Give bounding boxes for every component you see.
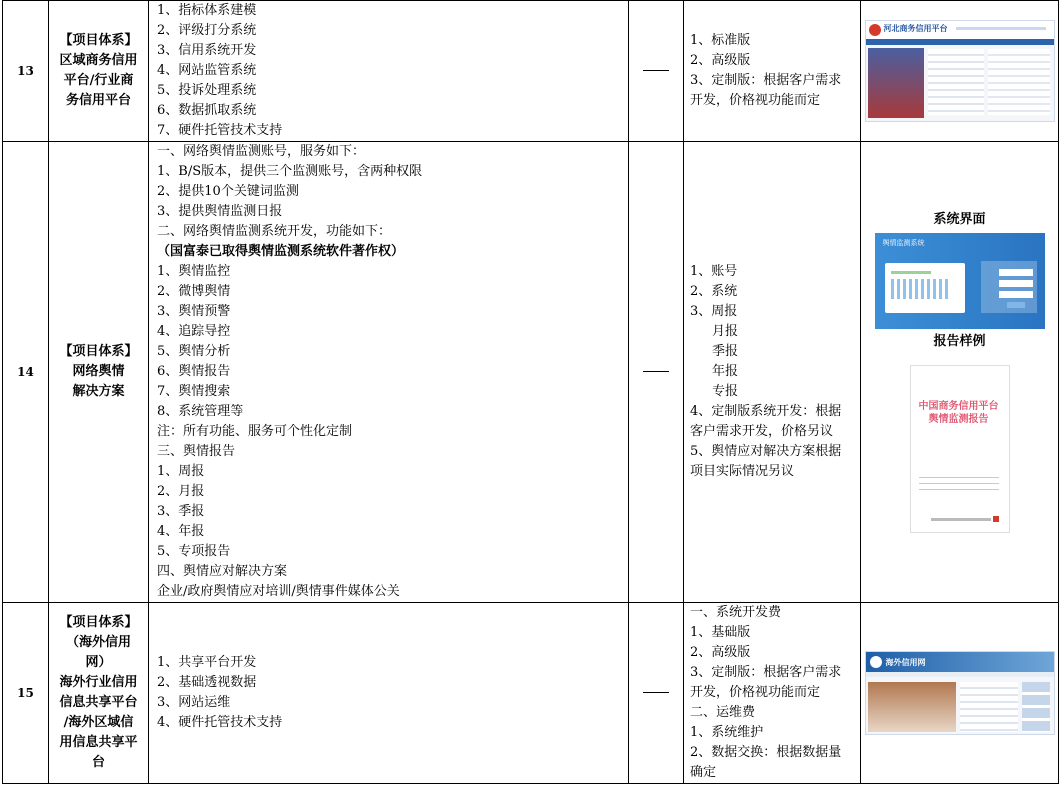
feature-line: 二、网络舆情监测系统开发，功能如下：: [157, 224, 392, 239]
screenshot-cell: [861, 142, 1059, 603]
report-title-line: 中国商务信用平台: [918, 401, 999, 412]
feature-line: 四、舆情应对解决方案: [157, 564, 288, 579]
captcha-field: [999, 291, 1033, 298]
report-title: [911, 400, 1007, 426]
pricing-line: 月报: [712, 324, 739, 339]
feature-line: 一、网络舆情监测账号，服务如下：: [157, 144, 366, 159]
feature-line: 1、共享平台开发: [157, 655, 257, 670]
notice-list: [988, 49, 1050, 115]
report-stamp: [993, 516, 999, 522]
dash-cell: [629, 603, 684, 784]
dashboard-preview: [885, 263, 965, 313]
system-name-line: /海外区域信: [63, 715, 134, 730]
side-thumbs: [1022, 682, 1050, 732]
system-name-line: 【项目体系】: [59, 344, 138, 359]
feature-line: 4、网站监管系统: [157, 63, 257, 78]
pricing-cell: [684, 1, 861, 142]
website-screenshot: [865, 20, 1055, 122]
pricing-line: 二、运维费: [690, 705, 756, 720]
username-field: [999, 269, 1033, 276]
pricing-line: 开发，价格视功能而定: [690, 93, 821, 108]
system-name-cell: [49, 142, 149, 603]
pricing-line: 3、定制版：根据客户需求: [690, 73, 842, 88]
feature-line: 2、提供10个关键词监测: [157, 184, 299, 199]
pricing-line: 4、定制版系统开发：根据: [690, 404, 842, 419]
pricing-line: 2、高级版: [690, 53, 751, 68]
site-header: [866, 21, 1054, 39]
dash-mark: [643, 70, 669, 71]
feature-line: 5、投诉处理系统: [157, 83, 257, 98]
banner-photo: [868, 48, 924, 118]
news-photo: [868, 682, 956, 732]
feature-line: 1、指标体系建模: [157, 3, 257, 18]
feature-line: 2、评级打分系统: [157, 23, 257, 38]
report-sample-label: 报告样例: [933, 334, 986, 349]
feature-line: 4、追踪导控: [157, 324, 231, 339]
dash-cell: [629, 142, 684, 603]
system-ui-title: 舆情监测系统: [882, 239, 925, 247]
feature-line: 企业/政府舆情应对培训/舆情事件媒体公关: [157, 584, 400, 599]
system-name-line: 网）: [85, 655, 112, 670]
system-name-line: 平台/行业商: [63, 73, 134, 88]
screenshot-cell: [861, 603, 1059, 784]
system-name-line: 网络舆情: [72, 364, 125, 379]
system-ui-screenshot: [875, 233, 1045, 329]
system-name-line: 用信息共享平: [59, 735, 138, 750]
system-name-cell: [49, 603, 149, 784]
row-number: 14: [3, 142, 49, 603]
feature-line: 6、舆情报告: [157, 364, 231, 379]
dash-mark: [643, 371, 669, 372]
system-name-line: 【项目体系】: [59, 33, 138, 48]
copyright-note: （国富泰已取得舆情监测系统软件著作权）: [157, 244, 405, 259]
report-title-line: 舆情监测报告: [928, 414, 989, 425]
feature-line: 注：所有功能、服务可个性化定制: [157, 424, 353, 439]
news-list: [928, 49, 984, 115]
pricing-cell: [684, 603, 861, 784]
system-name-line: （海外信用: [65, 635, 131, 650]
feature-line: 5、专项报告: [157, 544, 231, 559]
feature-line: 2、月报: [157, 484, 205, 499]
login-button: [1007, 302, 1025, 308]
feature-line: 6、数据抓取系统: [157, 103, 257, 118]
row-number: 13: [3, 1, 49, 142]
pricing-line: 3、周报: [690, 304, 738, 319]
website-screenshot: [865, 651, 1055, 735]
table-row-13: [3, 1, 1059, 142]
site-title: 河北商务信用平台: [883, 23, 948, 33]
pricing-line: 1、标准版: [690, 33, 751, 48]
pricing-line: 开发，价格视功能而定: [690, 685, 821, 700]
dash-mark: [643, 692, 669, 693]
feature-line: 2、微博舆情: [157, 284, 231, 299]
report-meta: [919, 472, 999, 494]
pricing-line: 1、基础版: [690, 625, 751, 640]
pricing-line: 2、数据交换：根据数据量: [690, 745, 842, 760]
pricing-line: 项目实际情况另议: [690, 464, 795, 479]
feature-line: 3、舆情预警: [157, 304, 231, 319]
system-name-line: 区域商务信用: [59, 53, 138, 68]
system-name-line: 海外行业信用: [59, 675, 138, 690]
feature-line: 2、基础透视数据: [157, 675, 257, 690]
report-footer: [931, 518, 991, 521]
nav-bar: [866, 672, 1054, 677]
feature-line: 3、提供舆情监测日报: [157, 204, 283, 219]
features-cell: [149, 142, 629, 603]
report-cover-screenshot: [910, 365, 1010, 533]
header-strip: [956, 27, 1046, 30]
pricing-line: 年报: [712, 364, 739, 379]
login-panel: [981, 261, 1037, 313]
feature-line: 3、信用系统开发: [157, 43, 257, 58]
feature-line: 3、季报: [157, 504, 205, 519]
pricing-line: 确定: [690, 765, 717, 780]
system-name-line: 信息共享平台: [59, 695, 138, 710]
feature-line: 7、硬件托管技术支持: [157, 123, 283, 138]
logo-icon: [870, 656, 882, 668]
pricing-line: 2、系统: [690, 284, 738, 299]
pricing-line: 5、舆情应对解决方案根据: [690, 444, 842, 459]
system-name-line: 解决方案: [72, 384, 125, 399]
dash-cell: [629, 1, 684, 142]
feature-line: 3、网站运维: [157, 695, 231, 710]
features-cell: [149, 1, 629, 142]
system-name-line: 台: [91, 755, 105, 770]
pricing-cell: [684, 142, 861, 603]
news-list: [960, 682, 1018, 732]
system-ui-label: 系统界面: [933, 212, 986, 227]
feature-line: 三、舆情报告: [157, 444, 236, 459]
pricing-line: 1、账号: [690, 264, 738, 279]
site-header: [866, 652, 1054, 672]
chart-area: [891, 279, 951, 299]
nav-bar: [866, 39, 1054, 45]
pricing-line: 3、定制版：根据客户需求: [690, 665, 842, 680]
site-title: 海外信用网: [885, 657, 926, 667]
row-number: 15: [3, 603, 49, 784]
feature-line: 4、年报: [157, 524, 205, 539]
table-row-14: [3, 142, 1059, 603]
system-name-cell: [49, 1, 149, 142]
password-field: [999, 280, 1033, 287]
pricing-line: 2、高级版: [690, 645, 751, 660]
features-cell: [149, 603, 629, 784]
feature-line: 1、周报: [157, 464, 205, 479]
pricing-line: 季报: [712, 344, 739, 359]
feature-line: 7、舆情搜索: [157, 384, 231, 399]
feature-line: 1、B/S版本，提供三个监测账号，含两种权限: [157, 164, 423, 179]
pricing-line: 一、系统开发费: [690, 605, 782, 620]
table-row-15: [3, 603, 1059, 784]
pricing-line: 客户需求开发，价格另议: [690, 424, 834, 439]
chart-bar: [891, 271, 931, 274]
product-table: [2, 0, 1059, 784]
feature-line: 4、硬件托管技术支持: [157, 715, 283, 730]
system-name-line: 务信用平台: [65, 93, 131, 108]
screenshot-cell: [861, 1, 1059, 142]
system-name-line: 【项目体系】: [59, 615, 138, 630]
pricing-line: 专报: [712, 384, 739, 399]
pricing-line: 1、系统维护: [690, 725, 764, 740]
feature-line: 8、系统管理等: [157, 404, 244, 419]
feature-line: 5、舆情分析: [157, 344, 231, 359]
feature-line: 1、舆情监控: [157, 264, 231, 279]
logo-icon: [869, 24, 881, 36]
